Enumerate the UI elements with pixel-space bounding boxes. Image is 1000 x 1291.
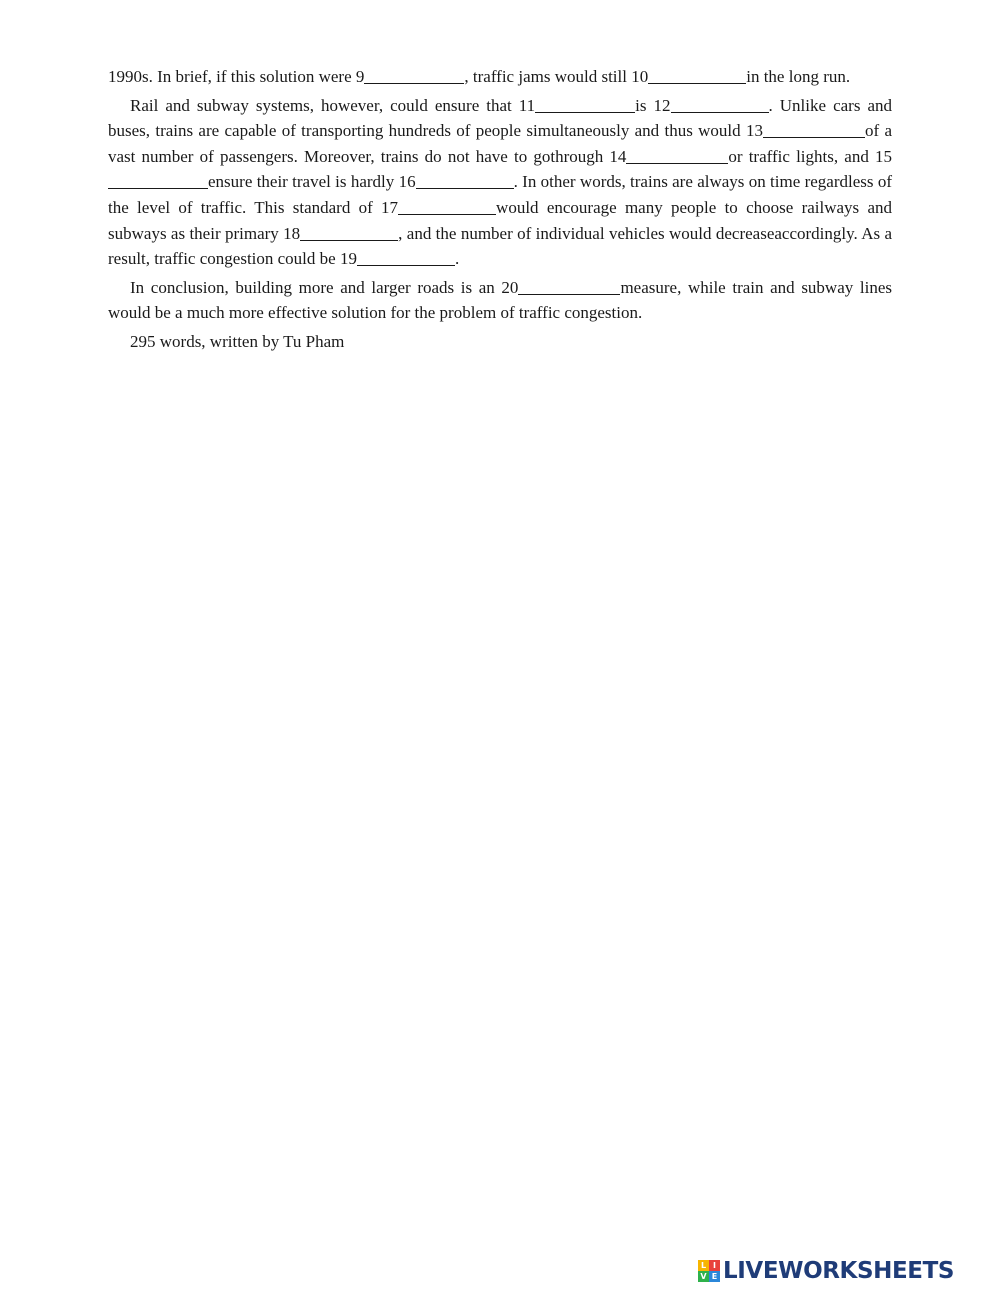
text-segment: Rail and subway systems, however, could ensure that 11 (130, 95, 536, 115)
text-segment: . In other words, trains are always on time regardless of the level of traffic. This standard of 17 (108, 172, 892, 217)
liveworksheets-brand (698, 1258, 954, 1284)
text-segment: would encourage many people to choose railways and subways as their primary 18 (108, 197, 892, 243)
paragraph-3 (108, 275, 892, 326)
blank-16[interactable] (416, 172, 514, 189)
blank-10[interactable] (648, 67, 746, 84)
blank-19[interactable] (357, 249, 455, 266)
logo-letter-l: L (698, 1260, 709, 1271)
text-segment: . (454, 249, 460, 269)
blank-15[interactable] (108, 172, 208, 189)
text-segment: 295 words, written by Tu Pham (130, 331, 345, 351)
text-segment: ensure their travel is hardly 16 (208, 172, 416, 192)
logo-letter-e: E (709, 1271, 720, 1282)
blank-20[interactable] (518, 278, 620, 295)
text-segment: . Unlike cars and buses, trains are capable of transporting hundreds of people simultaneously and thus would 13 (108, 95, 893, 141)
blank-12[interactable] (671, 96, 769, 113)
text-segment: in the long run. (746, 67, 851, 86)
text-segment: or traffic lights, and 15 (728, 146, 892, 166)
text-segment: , and the number of individual vehicles would decreaseaccordingly. As a result, traffic congestion could be 19 (108, 223, 893, 269)
worksheet-page (108, 64, 892, 358)
text-segment: 1990s. In brief, if this solution were 9 (108, 67, 365, 86)
blank-13[interactable] (763, 121, 865, 138)
logo-letter-i: I (709, 1260, 720, 1271)
text-segment: is 12 (635, 95, 671, 115)
brand-name: LIVEWORKSHEETS (723, 1258, 955, 1284)
liveworksheets-logo-icon (698, 1260, 720, 1282)
blank-14[interactable] (626, 147, 728, 164)
text-segment: , traffic jams would still 10 (464, 67, 649, 86)
word-count-credit (108, 329, 892, 355)
text-segment: measure, while train and subway lines would be a much more effective solution for the problem of traffic congestion. (108, 277, 892, 323)
blank-17[interactable] (398, 198, 496, 215)
blank-18[interactable] (300, 224, 398, 241)
paragraph-2 (108, 93, 892, 272)
blank-11[interactable] (535, 96, 635, 113)
paragraph-1 (108, 64, 892, 90)
logo-letter-v: V (698, 1271, 709, 1282)
text-segment: In conclusion, building more and larger roads is an 20 (130, 277, 519, 297)
blank-9[interactable] (364, 67, 464, 84)
text-segment: of a vast number of passengers. Moreover, trains do not have to gothrough 14 (108, 121, 892, 166)
